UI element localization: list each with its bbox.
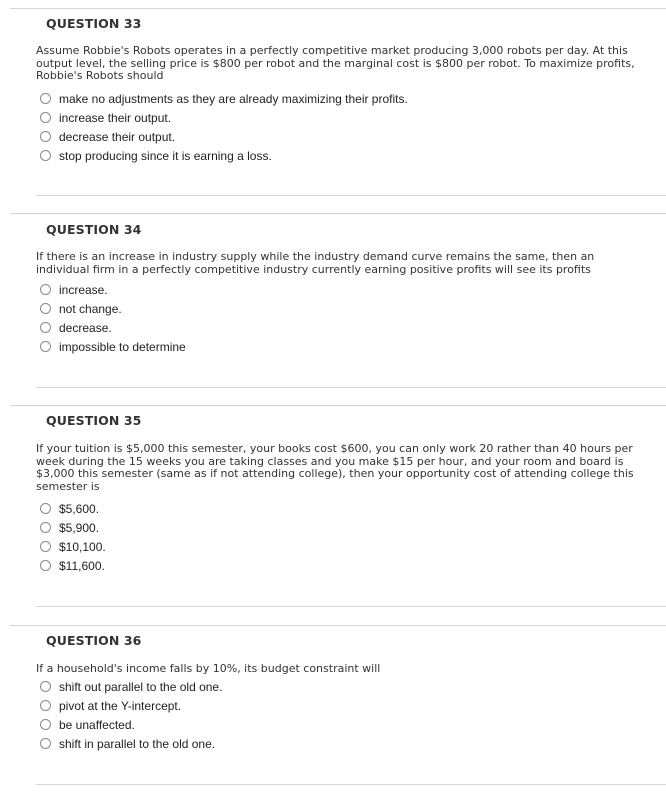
section-divider: [36, 606, 666, 607]
answer-label: decrease.: [59, 320, 112, 335]
answer-options: [40, 280, 186, 356]
answer-option[interactable]: [40, 715, 222, 734]
radio-button[interactable]: [40, 503, 51, 514]
section-divider: [36, 195, 666, 196]
answer-label: $10,100.: [59, 539, 106, 554]
question-35: [0, 405, 666, 611]
question-text: If there is an increase in industry supply while the industry demand curve remains the same, then an individual firm in a perfectly competitive industry currently earning positive profits will see its profits: [36, 250, 595, 276]
answer-label: increase their output.: [59, 110, 172, 125]
radio-button[interactable]: [40, 738, 51, 749]
answer-label: shift out parallel to the old one.: [59, 679, 223, 694]
answer-label: stop producing since it is earning a loss.: [59, 148, 272, 163]
answer-option[interactable]: [40, 677, 222, 696]
radio-button[interactable]: [40, 700, 51, 711]
answer-options: [40, 89, 408, 165]
radio-button[interactable]: [40, 719, 51, 730]
radio-button[interactable]: [40, 541, 51, 552]
answer-option[interactable]: [40, 556, 106, 575]
question-title: QUESTION 33: [46, 16, 142, 31]
question-title: QUESTION 34: [46, 222, 142, 237]
section-divider: [10, 405, 666, 406]
radio-button[interactable]: [40, 131, 51, 142]
answer-option[interactable]: [40, 537, 106, 556]
radio-button[interactable]: [40, 681, 51, 692]
answer-option[interactable]: [40, 89, 408, 108]
answer-label: $5,900.: [59, 520, 100, 535]
question-33: [0, 8, 666, 198]
section-divider: [36, 784, 666, 785]
section-divider: [10, 625, 666, 626]
answer-option[interactable]: [40, 318, 186, 337]
answer-option[interactable]: [40, 108, 408, 127]
answer-option[interactable]: [40, 146, 408, 165]
answer-option[interactable]: [40, 734, 222, 753]
question-text: Assume Robbie's Robots operates in a perfectly competitive market producing 3,000 robots per day. At this output level, the selling price is $800 per robot and the marginal cost is $800 per robot. To maximize profits, Robbie's Robots should: [36, 44, 635, 82]
answer-option[interactable]: [40, 280, 186, 299]
answer-options: [40, 677, 222, 753]
answer-label: make no adjustments as they are already maximizing their profits.: [59, 91, 408, 106]
answer-option[interactable]: [40, 696, 222, 715]
radio-button[interactable]: [40, 322, 51, 333]
radio-button[interactable]: [40, 341, 51, 352]
section-divider: [36, 387, 666, 388]
answer-options: [40, 499, 106, 575]
answer-option[interactable]: [40, 337, 186, 356]
question-34: [0, 213, 666, 391]
answer-label: not change.: [59, 301, 122, 316]
radio-button[interactable]: [40, 522, 51, 533]
answer-label: increase.: [59, 282, 108, 297]
radio-button[interactable]: [40, 303, 51, 314]
answer-label: impossible to determine: [59, 339, 186, 354]
answer-label: decrease their output.: [59, 129, 176, 144]
radio-button[interactable]: [40, 93, 51, 104]
answer-label: shift in parallel to the old one.: [59, 736, 216, 751]
answer-label: $5,600.: [59, 501, 100, 516]
section-divider: [10, 213, 666, 214]
question-text: If a household's income falls by 10%, its budget constraint will: [36, 662, 381, 675]
answer-label: pivot at the Y-intercept.: [59, 698, 182, 713]
radio-button[interactable]: [40, 112, 51, 123]
answer-option[interactable]: [40, 499, 106, 518]
answer-option[interactable]: [40, 518, 106, 537]
radio-button[interactable]: [40, 150, 51, 161]
question-text: If your tuition is $5,000 this semester, your books cost $600, you can only work 20 rather than 40 hours per week during the 15 weeks you are taking classes and you make $15 per hour, and your room and board is $3,000 this semester (same as if not attending college), then your opportunity cost of attending college this semester is: [36, 442, 634, 493]
answer-label: be unaffected.: [59, 717, 135, 732]
answer-option[interactable]: [40, 127, 408, 146]
question-36: [0, 625, 666, 794]
question-title: QUESTION 36: [46, 633, 142, 648]
section-divider: [10, 8, 666, 9]
answer-label: $11,600.: [59, 558, 105, 573]
radio-button[interactable]: [40, 560, 51, 571]
radio-button[interactable]: [40, 284, 51, 295]
question-title: QUESTION 35: [46, 413, 142, 428]
answer-option[interactable]: [40, 299, 186, 318]
